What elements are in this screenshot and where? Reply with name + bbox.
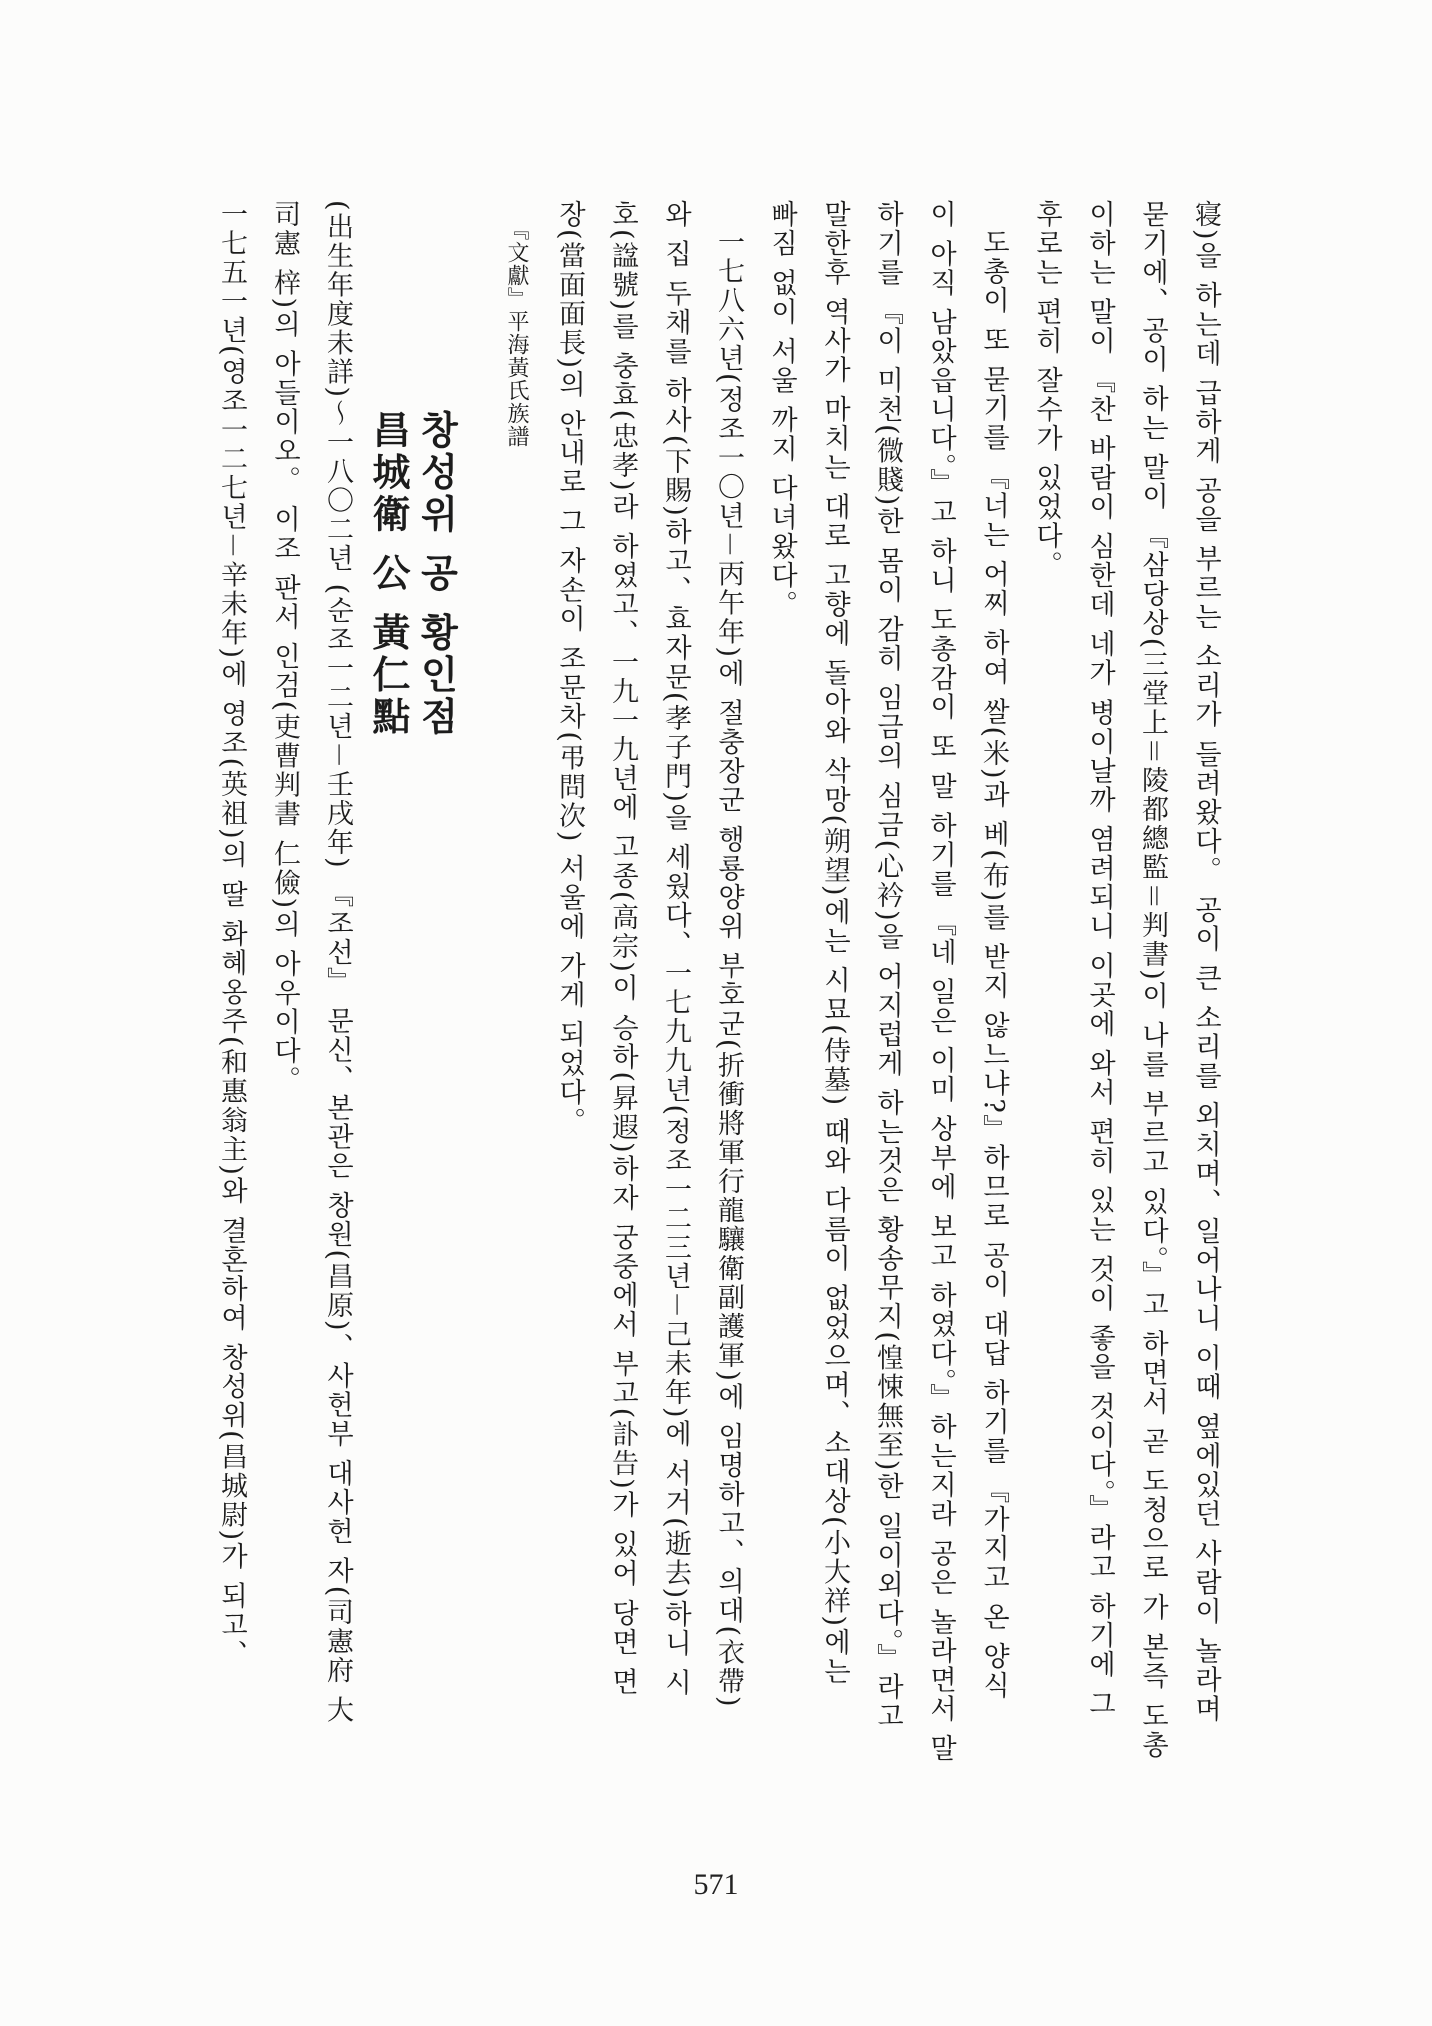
heading-hanja: 昌城衛 公 黃仁點 [366, 410, 411, 739]
bio-column: (出生年度未詳)～一八〇二년 (순조一二년－壬戌年) 『조선』 문신、본관은 창원(昌原)、사헌부 대사헌 자(司憲府 大 [322, 200, 353, 1725]
text-column: 이 아직 남았읍니다。』고 하니 도총감이 또 말 하기를 『네 일은 이미 상부에 보고 하였다。』하는지라 공은 놀라면서 말 [925, 200, 956, 1764]
text-column: 하기를 『이 미천(微賤)한 몸이 감히 임금의 심금(心衿)을 어지럽게 하는것은 황송무지(惶悚無至)한 일이외다。』라고 [872, 200, 903, 1731]
text-column: 와 집 두채를 하사(下賜)하고、효자문(孝子門)을 세웠다、一七九九년(정조一二三년－己未年)에 서거(逝去)하니 시 [660, 200, 691, 1698]
text-column: 호(諡號)를 충효(忠孝)라 하였고、一九一九년에 고종(高宗)이 승하(昇遐)하자 궁중에서 부고(訃告)가 있어 당면 면 [607, 200, 638, 1697]
text-column: 말한후 역사가 마치는 대로 고향에 돌아와 삭망(朔望)에는 시묘(侍墓) 때와 다름이 없었으며、소대상(小大祥)에는 [819, 200, 850, 1687]
text-column: 묻기에、공이 하는 말이 『삼당상(三堂上＝陵都總監＝判書)이 나를 부르고 있다。』고 하면서 곧 도청으로 가 본즉 도총 [1137, 200, 1168, 1760]
heading-korean: 창성위 공 황인점 [414, 410, 459, 739]
text-column: 一七八六년(정조一〇년－丙午年)에 절충장군 행룡양위 부호군(折衝將軍行龍驤衛副護軍)에 임명하고、의대(衣帶) [713, 228, 744, 1709]
vertical-text-block [205, 200, 1232, 1820]
text-column: 후로는 편히 잘수가 있었다。 [1031, 200, 1062, 580]
page-number: 571 [693, 1868, 739, 1901]
text-column: 도총이 또 묻기를 『너는 어찌 하여 쌀(米)과 베(布)를 받지 않느냐?』하므로 공이 대답 하기를 『가지고 온 양식 [978, 228, 1009, 1701]
bio-column: 司憲 梓)의 아들이오。 이조 판서 인검(吏曹判書 仁儉)의 아우이다。 [269, 200, 300, 1095]
source-citation: 『文獻』平海黃氏族譜 [504, 218, 529, 448]
text-column: 장(當面面長)의 안내로 그 자손이 조문차(弔問次) 서울에 가게 되었다。 [554, 200, 585, 1137]
text-column: 빠짐 없이 서울 까지 다녀왔다。 [766, 200, 797, 620]
bio-column: 一七五一년(영조一二七년－辛未年)에 영조(英祖)의 딸 화혜옹주(和惠翁主)와 결혼하여 창성위(昌城尉)가 되고、 [216, 200, 247, 1669]
section-heading [364, 200, 460, 1820]
section-gap [460, 200, 490, 1820]
text-column: 이하는 말이 『찬 바람이 심한데 네가 병이날까 염려되니 이곳에 와서 편히 있는 것이 좋을 것이다。』라고 하기에 그 [1084, 200, 1115, 1719]
text-column: 寝)을 하는데 급하게 공을 부르는 소리가 들려왔다。 공이 큰 소리를 외치며、일어나니 이때 옆에있던 사람이 놀라며 [1190, 200, 1221, 1724]
